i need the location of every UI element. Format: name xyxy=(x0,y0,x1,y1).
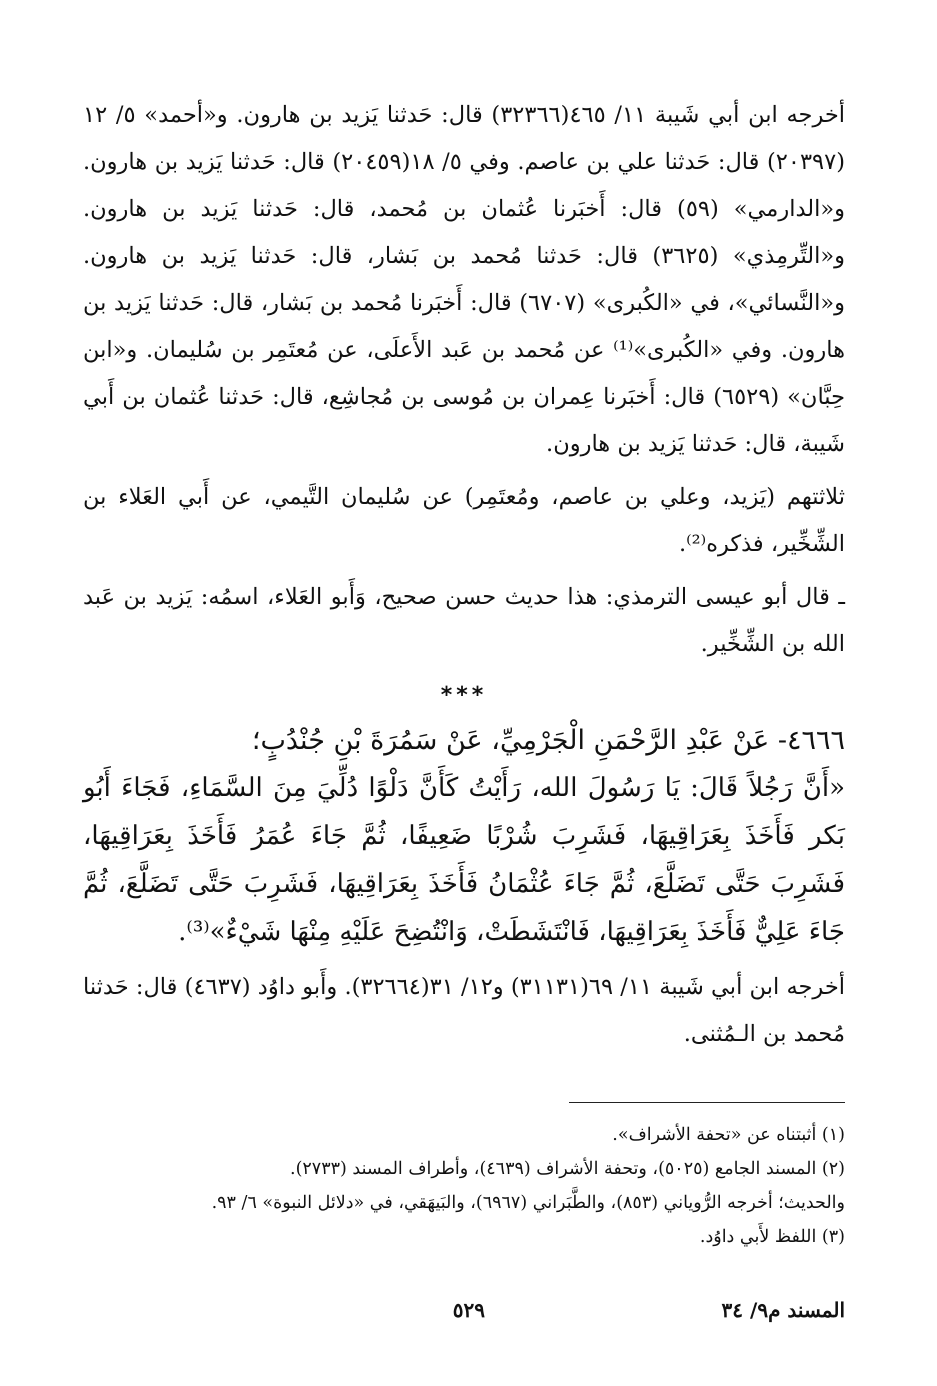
hadith-text: «أَنَّ رَجُلاً قَالَ: يَا رَسُولَ الله، رَأَيْتُ كَأَنَّ دَلْوًا دُلِّيَ مِنَ السَّمَاءِ، فَجَاءَ أَبُو بَكر فَأَخَذَ بِعَرَاقِيهَا، فَشَرِبَ شُرْبًا ضَعِيفًا، ثُمَّ جَاءَ عُمَرُ فَأَخَذَ بِعَرَاقِيهَا، فَشَرِبَ حَتَّى تَضَلَّعَ، ثُمَّ جَاءَ عُثْمَانُ فَأَخَذَ بِعَرَاقِيهَا، فَشَرِبَ حَتَّى تَضَلَّعَ، ثُمَّ جَاءَ عَلِيٌّ فَأَخَذَ بِعَرَاقِيهَا، فَانْتَشَطَتْ، وَانْتُضِحَ عَلَيْهِ مِنْهَا شَيْءٌ»⁽³⁾. xyxy=(83,773,845,947)
main-text xyxy=(83,92,845,1058)
hadith-takhrij-paragraph: أخرجه ابن أبي شَيبة ١١/ ٦٩(٣١١٣١) و١٢/ ٣١(٣٢٦٦٤). وأَبو داوُد (٤٦٣٧) قال: حَدثنا مُحمد بن الـمُثنى. xyxy=(83,974,845,1047)
hadith-heading: ٤٦٦٦- عَنْ عَبْدِ الرَّحْمَنِ الْجَرْمِيِّ، عَنْ سَمُرَةَ بْنِ جُنْدُبٍ؛ xyxy=(251,725,845,756)
page-number: ٥٢٩ xyxy=(452,1298,485,1322)
footnotes xyxy=(75,1118,845,1254)
page-footer xyxy=(83,1290,845,1330)
footnote-3: (٣) اللفظ لأَبي داوُد. xyxy=(699,1227,845,1247)
footnote-2: (٢) المسند الجامع (٥٠٢٥)، وتحفة الأشراف (٤٦٣٩)، وأطراف المسند (٢٧٣٣). xyxy=(290,1159,845,1179)
tirmidhi-comment-paragraph: ـ قال أبو عيسى الترمذي: هذا حديث حسن صحيح، وَأَبو العَلاء، اسمُه: يَزيد بن عَبد الله بن الشِّخِّير. xyxy=(83,584,845,657)
footnote-1: (١) أثبتناه عن «تحفة الأشراف». xyxy=(612,1125,845,1145)
signature-mark: المسند م٩/ ٣٤ xyxy=(721,1298,845,1322)
footnote-2-continuation: والحديث؛ أخرجه الرُّوياني (٨٥٣)، والطَّبَراني (٦٩٦٧)، والبَيهَقي، في «دلائل النبوة» ٦/ ٩٣. xyxy=(211,1193,845,1213)
chain-summary-paragraph: ثلاثتهم (يَزيد، وعلي بن عاصم، ومُعتَمِر) عن سُليمان التَّيمي، عن أَبي العَلاء بن الشِّخِّير، فذكره⁽²⁾. xyxy=(83,484,845,557)
takhrij-paragraph: أخرجه ابن أبي شَيبة ١١/ ٤٦٥(٣٢٣٦٦) قال: حَدثنا يَزيد بن هارون. و«أحمد» ٥/ ١٢ (٢٠٣٩٧) قال: حَدثنا علي بن عاصم. وفي ٥/ ١٨(٢٠٤٥٩) قال: حَدثنا يَزيد بن هارون. و«الدارمي» (٥٩) قال: أَخبَرنا عُثمان بن مُحمد، قال: حَدثنا يَزيد بن هارون. و«التِّرمِذي» (٣٦٢٥) قال: حَدثنا مُحمد بن بَشار، قال: حَدثنا يَزيد بن هارون. و«النَّسائي»، في «الكُبرى» (٦٧٠٧) قال: أَخبَرنا مُحمد بن بَشار، قال: حَدثنا يَزيد بن هارون. وفي «الكُبرى»⁽¹⁾ عن مُحمد بن عَبد الأَعلَى، عن مُعتَمِر بن سُليمان. و«ابن حِبَّان» (٦٥٢٩) قال: أَخبَرنا عِمران بن مُوسى بن مُجاشِع، قال: حَدثنا عُثمان بن أَبي شَيبة، قال: حَدثنا يَزيد بن هارون. xyxy=(83,102,846,457)
section-separator: *** xyxy=(440,683,488,708)
footnote-divider xyxy=(569,1102,845,1103)
